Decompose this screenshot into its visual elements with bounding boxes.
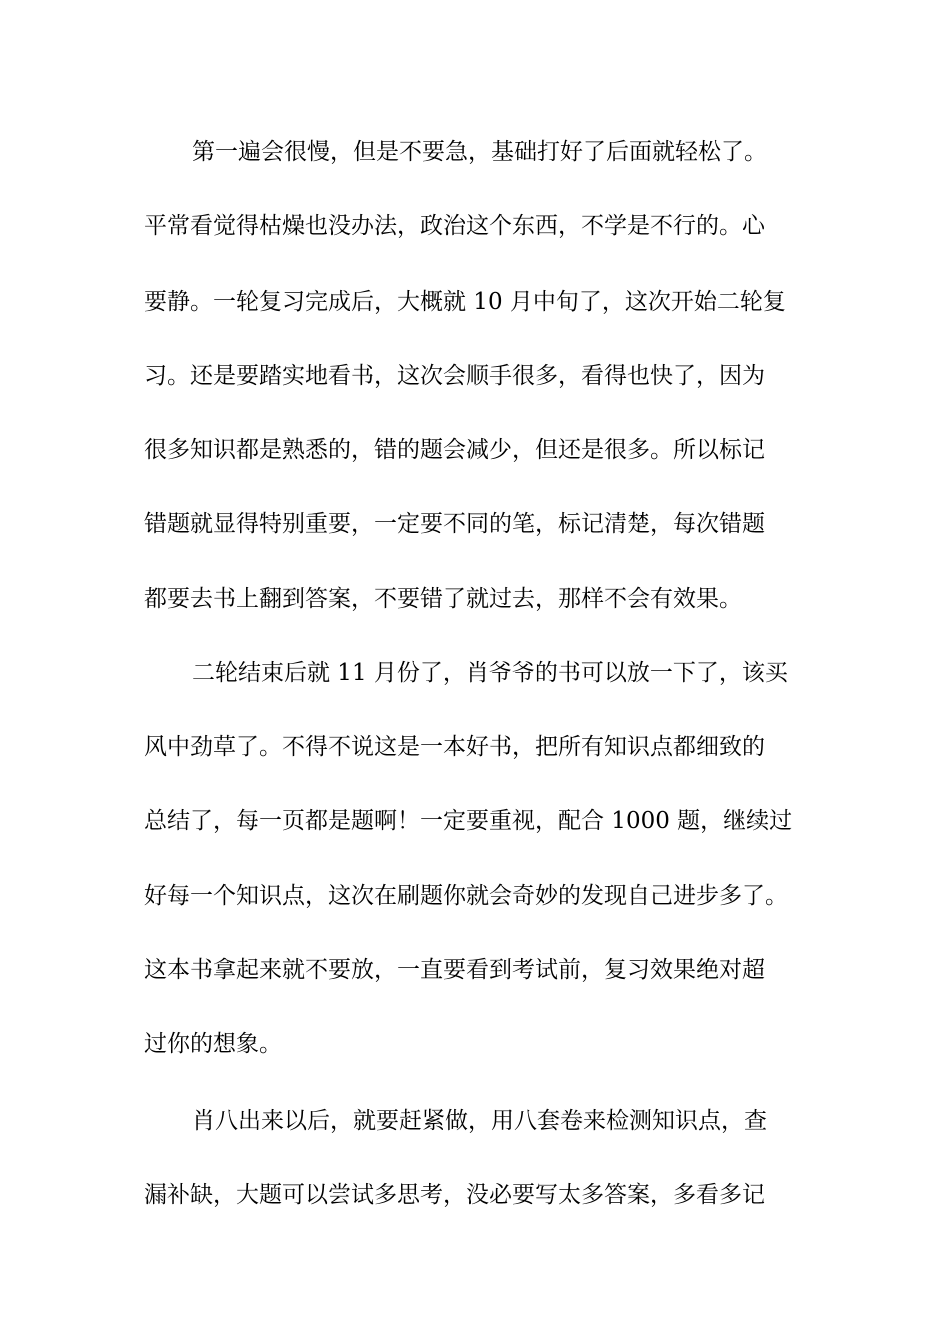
paragraph-2-line-4: 好每一个知识点，这次在刷题你就会奇妙的发现自己进步多了。	[144, 883, 788, 909]
paragraph-2-line-1: 二轮结束后就 11 月份了，肖爷爷的书可以放一下了，该买	[192, 660, 788, 686]
paragraph-2-line-5: 这本书拿起来就不要放，一直要看到考试前，复习效果绝对超	[144, 957, 765, 983]
paragraph-2-line-6: 过你的想象。	[144, 1031, 282, 1057]
paragraph-1-line-5: 很多知识都是熟悉的，错的题会减少，但还是很多。所以标记	[144, 437, 765, 463]
paragraph-1-line-7: 都要去书上翻到答案，不要错了就过去，那样不会有效果。	[144, 586, 742, 612]
paragraph-2-line-3: 总结了，每一页都是题啊！一定要重视，配合 1000 题，继续过	[144, 808, 793, 834]
paragraph-2-line-2: 风中劲草了。不得不说这是一本好书，把所有知识点都细致的	[144, 734, 765, 760]
paragraph-1-line-4: 习。还是要踏实地看书，这次会顺手很多，看得也快了，因为	[144, 363, 765, 389]
paragraph-1-line-2: 平常看觉得枯燥也没办法，政治这个东西，不学是不行的。心	[144, 213, 765, 239]
paragraph-1-line-1: 第一遍会很慢，但是不要急，基础打好了后面就轻松了。	[192, 139, 767, 165]
paragraph-1-line-6: 错题就显得特别重要，一定要不同的笔，标记清楚，每次错题	[144, 511, 765, 537]
paragraph-3-line-2: 漏补缺，大题可以尝试多思考，没必要写太多答案，多看多记	[144, 1182, 765, 1208]
paragraph-3-line-1: 肖八出来以后，就要赶紧做，用八套卷来检测知识点，查	[192, 1108, 767, 1134]
paragraph-1-line-3: 要静。一轮复习完成后，大概就 10 月中旬了，这次开始二轮复	[144, 289, 786, 315]
